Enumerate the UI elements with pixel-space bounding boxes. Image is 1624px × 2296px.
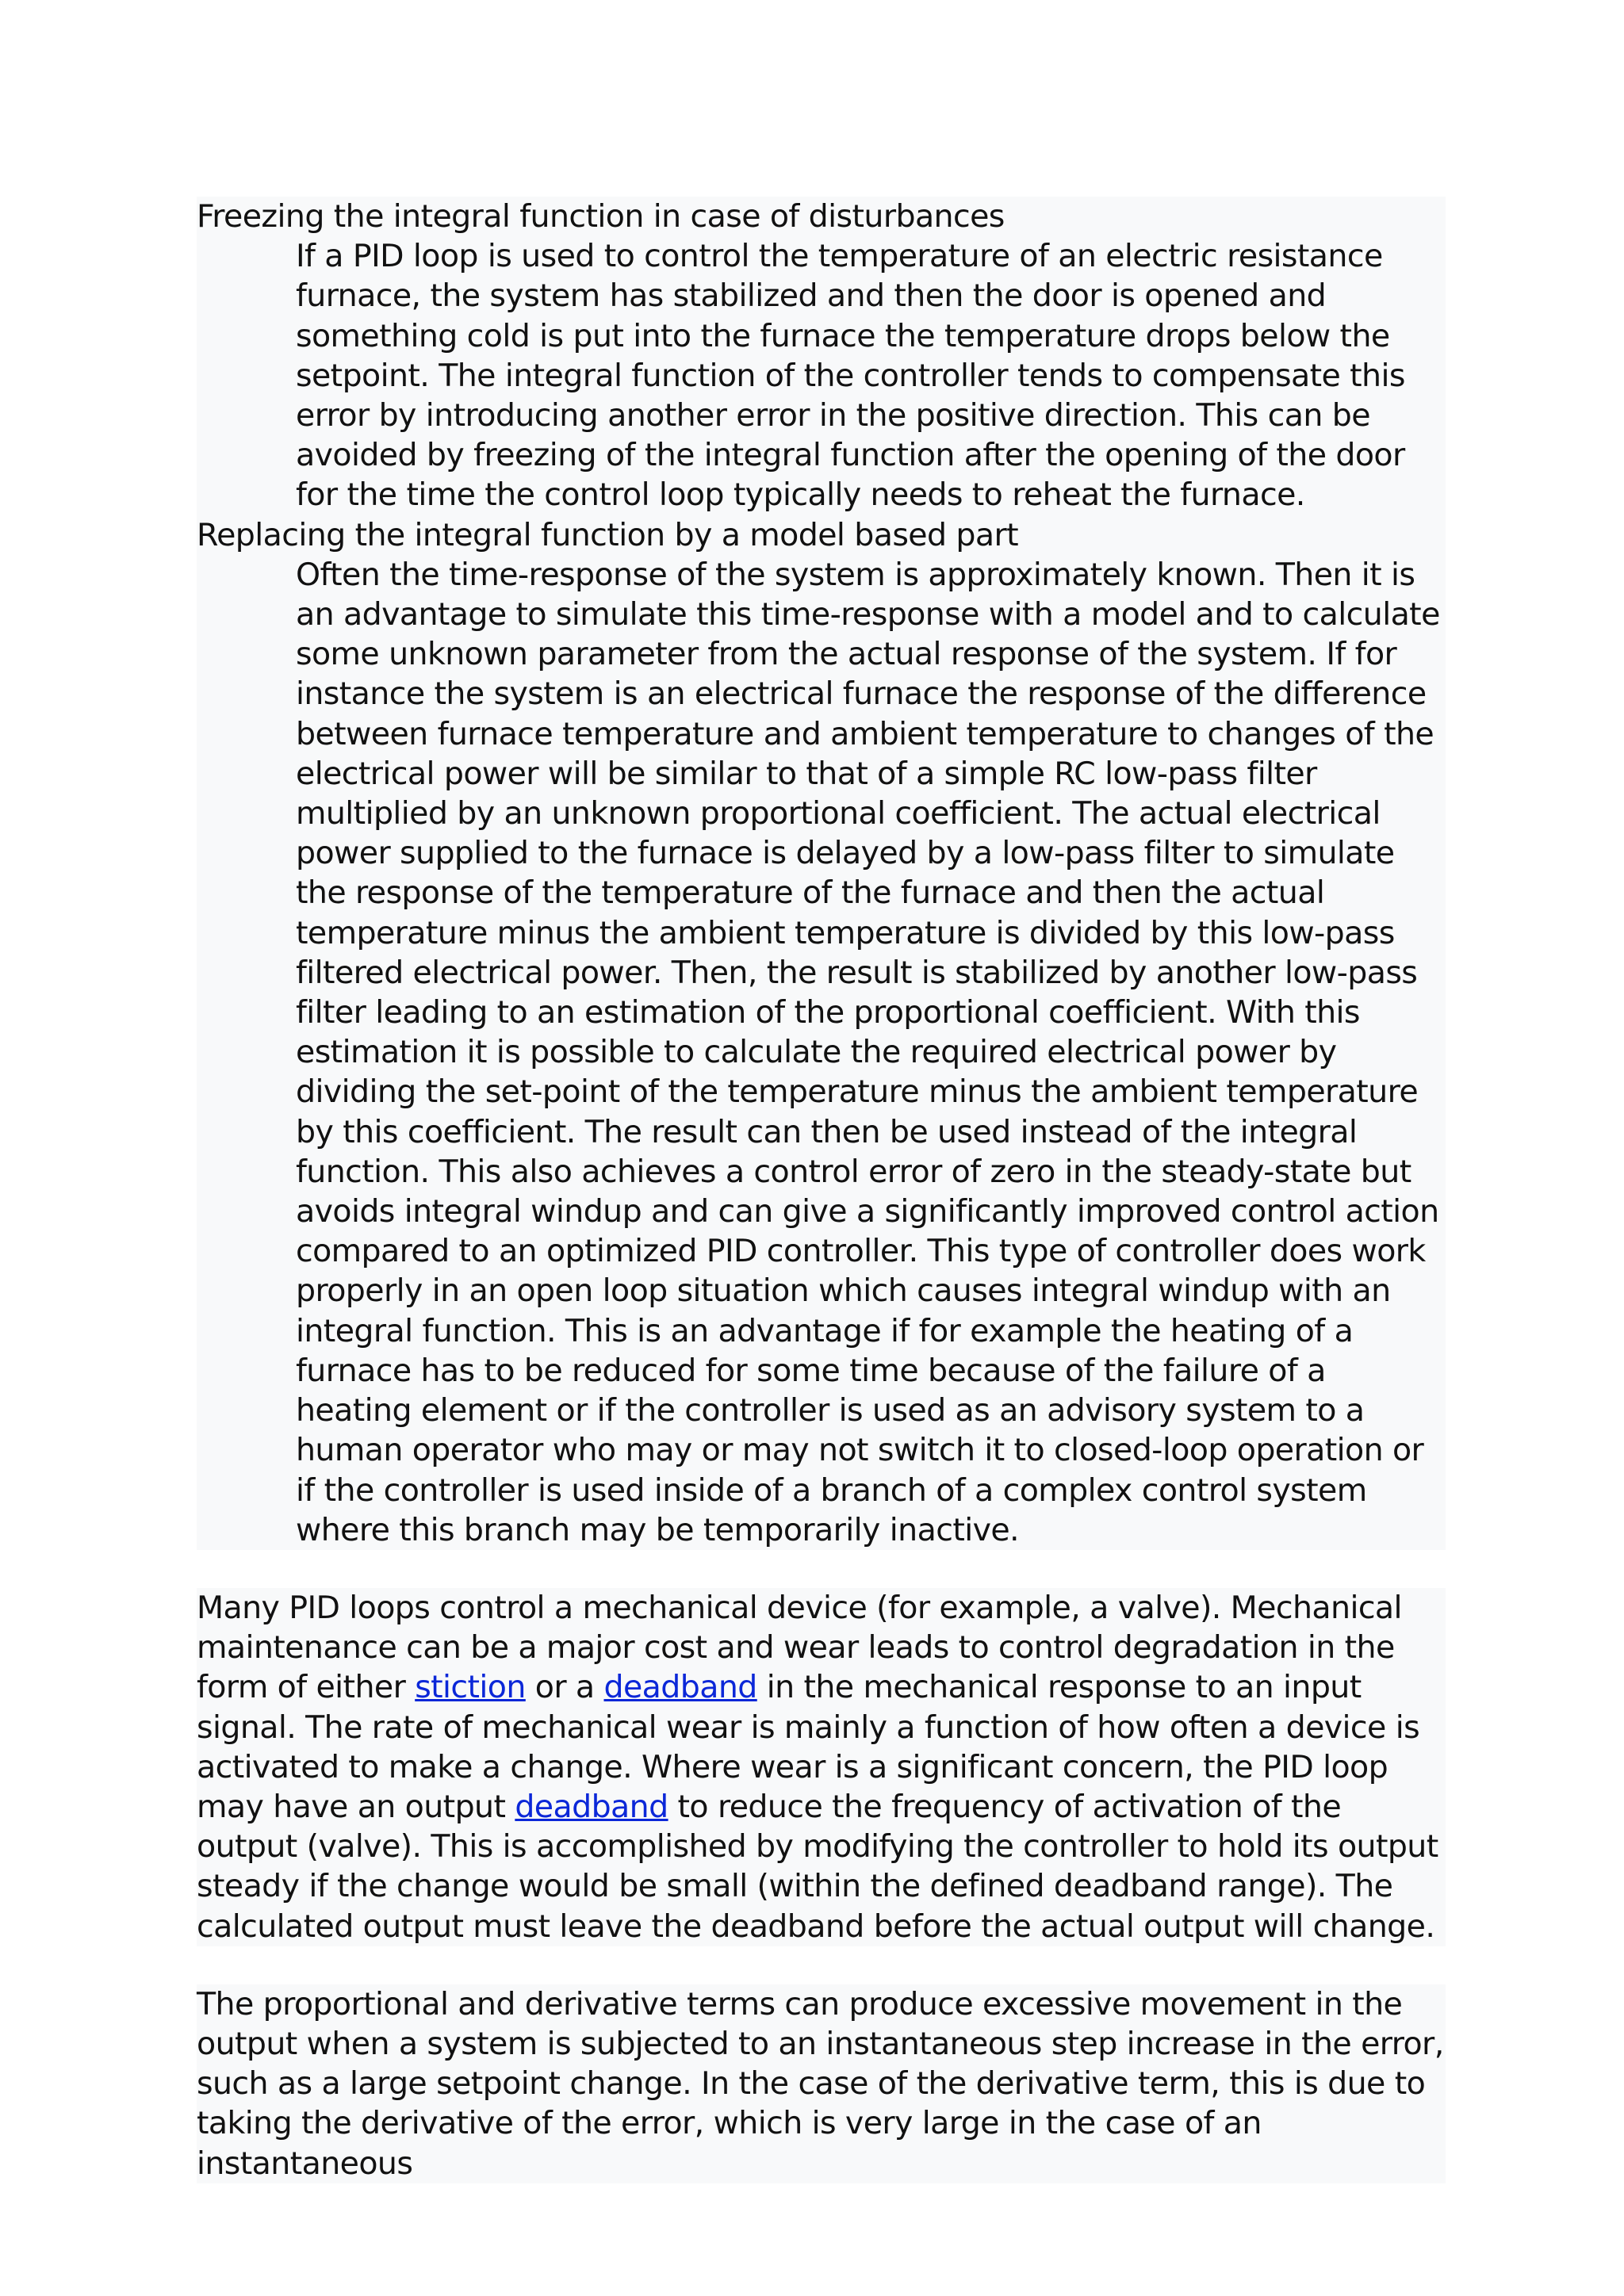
paragraph-text: or a: [525, 1669, 604, 1706]
deadband-link[interactable]: deadband: [515, 1788, 668, 1825]
paragraph-text: to reduce the frequency of activation of the output (valve). This is accomplished by modifying the controller to hold its output steady if the change would be small (within the defined deadband range). The calculated output must leave the deadband before the actual output will change.: [197, 1788, 1438, 1945]
paragraph-setpoint-change: The proportional and derivative terms can produce excessive movement in the output when a system is subjected to an instantaneous step increase in the error, such as a large setpoint change. In the case of the derivative term, this is due to taking the derivative of the error, which is very large in the case of an instantaneous: [197, 1985, 1444, 2182]
definition-list-block: [197, 197, 1446, 1550]
definition-term: Freezing the integral function in case of disturbances: [197, 198, 1005, 235]
paragraph-text: in the mechanical response to an input signal. The rate of mechanical wear is mainly a function of how often a device is activated to make a change. Where wear is a significant concern, the PID loop may have an output: [197, 1669, 1420, 1825]
article-content: [197, 197, 1446, 2183]
definition-list: [197, 197, 1446, 1550]
paragraph-text: Many PID loops control a mechanical device (for example, a valve). Mechanical maintenance can be a major cost and wear leads to control degradation in the form of either: [197, 1589, 1402, 1706]
definition-description: Often the time-response of the system is approximately known. Then it is an advantage to simulate this time-response with a model and to calculate some unknown parameter from the actual response of the system. If for instance the system is an electrical furnace the response of the difference between furnace temperature and ambient temperature to changes of the electrical power will be similar to that of a simple RC low-pass filter multiplied by an unknown proportional coefficient. The actual electrical power supplied to the furnace is delayed by a low-pass filter to simulate the response of the temperature of the furnace and then the actual temperature minus the ambient temperature is divided by this low-pass filtered electrical power. Then, the result is stabilized by another low-pass filter leading to an estimation of the proportional coefficient. With this estimation it is possible to calculate the required electrical power by dividing the set-point of the temperature minus the ambient temperature by this coefficient. The result can then be used instead of the integral function. This also achieves a control error of zero in the steady-state but avoids integral windup and can give a significantly improved control action compared to an optimized PID controller. This type of controller does work properly in an open loop situation which causes integral windup with an integral function. This is an advantage if for example the heating of a furnace has to be reduced for some time because of the failure of a heating element or if the controller is used as an advisory system to a human operator who may or may not switch it to closed-loop operation or if the controller is used inside of a branch of a complex control system where this branch may be temporarily inactive.: [296, 556, 1440, 1548]
paragraph-deadband: [197, 1588, 1446, 1946]
paragraph-gap: [197, 1550, 1446, 1588]
paragraph-block: [197, 1984, 1446, 2183]
definition-description: If a PID loop is used to control the temperature of an electric resistance furnace, the system has stabilized and then the door is opened and something cold is put into the furnace the temperature drops below the setpoint. The integral function of the controller tends to compensate this error by introducing another error in the positive direction. This can be avoided by freezing of the integral function after the opening of the door for the time the control loop typically needs to reheat the furnace.: [296, 238, 1405, 514]
paragraph-gap: [197, 1946, 1446, 1984]
deadband-link[interactable]: deadband: [603, 1669, 757, 1706]
definition-term: Replacing the integral function by a model based part: [197, 516, 1019, 553]
stiction-link[interactable]: stiction: [415, 1669, 526, 1706]
paragraph-block: [197, 1588, 1446, 1946]
